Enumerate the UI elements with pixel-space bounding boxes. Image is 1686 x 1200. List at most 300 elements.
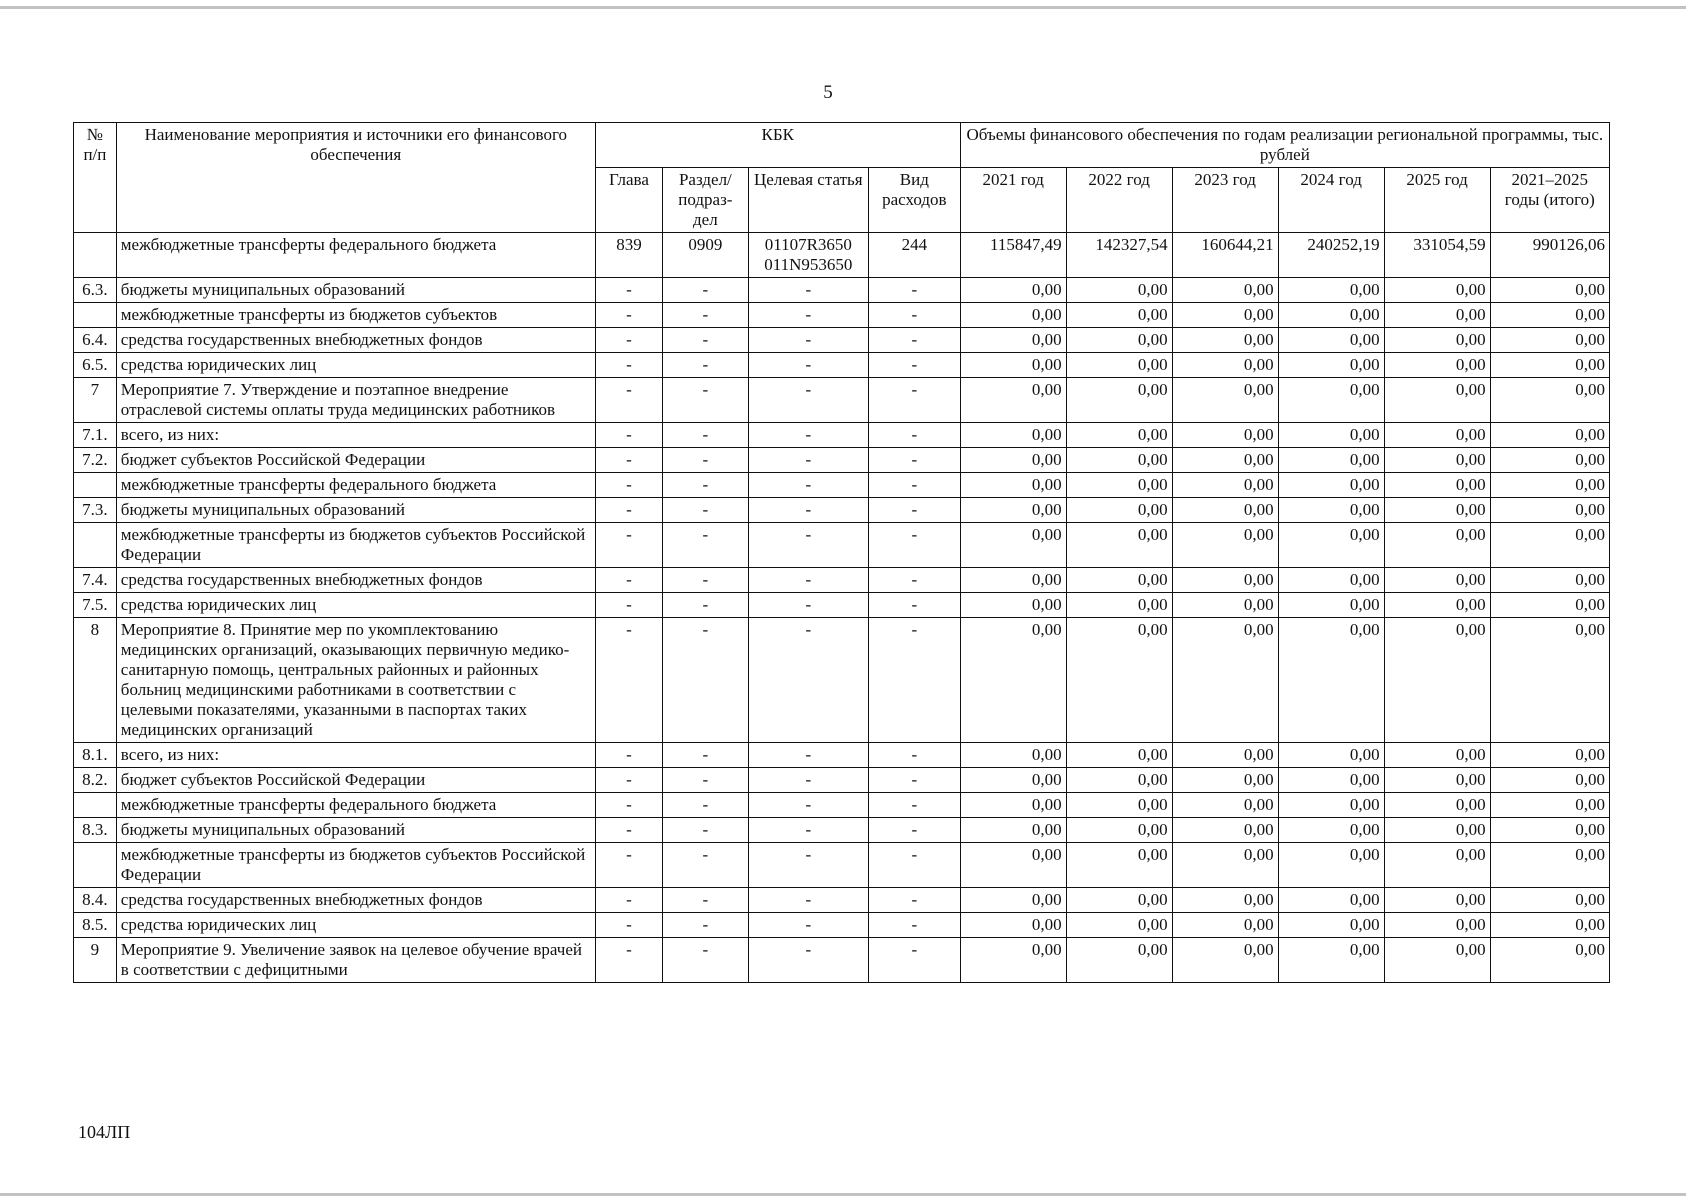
value-total: 0,00 — [1490, 353, 1609, 378]
kbk-glava: - — [595, 938, 662, 983]
table-row — [74, 278, 1610, 303]
value-2023: 0,00 — [1172, 278, 1278, 303]
value-2025: 331054,59 — [1384, 233, 1490, 278]
header-kbk-razdel: Раздел/ подраз- дел — [663, 168, 749, 233]
value-2023: 0,00 — [1172, 743, 1278, 768]
kbk-statya: - — [748, 328, 868, 353]
row-name: бюджеты муниципальных образований — [116, 278, 595, 303]
row-number: 7.4. — [74, 568, 117, 593]
value-total: 0,00 — [1490, 793, 1609, 818]
header-kbk-vid: Вид расходов — [868, 168, 960, 233]
table-row — [74, 378, 1610, 423]
value-2022: 142327,54 — [1066, 233, 1172, 278]
value-2021: 0,00 — [960, 353, 1066, 378]
value-2024: 0,00 — [1278, 448, 1384, 473]
value-2021: 0,00 — [960, 743, 1066, 768]
kbk-statya: - — [748, 818, 868, 843]
value-2023: 160644,21 — [1172, 233, 1278, 278]
value-2022: 0,00 — [1066, 618, 1172, 743]
value-total: 0,00 — [1490, 818, 1609, 843]
kbk-glava: - — [595, 303, 662, 328]
kbk-razdel: - — [663, 913, 749, 938]
kbk-vid: - — [868, 568, 960, 593]
kbk-statya: - — [748, 523, 868, 568]
value-2025: 0,00 — [1384, 378, 1490, 423]
table-row — [74, 818, 1610, 843]
value-2025: 0,00 — [1384, 353, 1490, 378]
value-2023: 0,00 — [1172, 913, 1278, 938]
scan-edge-top — [0, 6, 1686, 9]
value-2021: 0,00 — [960, 913, 1066, 938]
value-2025: 0,00 — [1384, 568, 1490, 593]
kbk-razdel: - — [663, 448, 749, 473]
value-2025: 0,00 — [1384, 473, 1490, 498]
table-row — [74, 913, 1610, 938]
value-2024: 0,00 — [1278, 473, 1384, 498]
value-2021: 115847,49 — [960, 233, 1066, 278]
kbk-vid: - — [868, 423, 960, 448]
row-name: межбюджетные трансферты федерального бюджета — [116, 473, 595, 498]
value-2025: 0,00 — [1384, 498, 1490, 523]
kbk-razdel: - — [663, 938, 749, 983]
header-volumes: Объемы финансового обеспечения по годам реализации региональной программы, тыс. рублей — [960, 123, 1609, 168]
row-name: межбюджетные трансферты федерального бюджета — [116, 233, 595, 278]
row-name: Мероприятие 7. Утверждение и поэтапное внедрение отраслевой системы оплаты труда медицинских работников — [116, 378, 595, 423]
value-total: 0,00 — [1490, 743, 1609, 768]
table-row — [74, 618, 1610, 743]
value-2023: 0,00 — [1172, 568, 1278, 593]
row-number: 6.5. — [74, 353, 117, 378]
value-2024: 0,00 — [1278, 818, 1384, 843]
value-2021: 0,00 — [960, 568, 1066, 593]
value-2025: 0,00 — [1384, 818, 1490, 843]
value-2021: 0,00 — [960, 523, 1066, 568]
value-2024: 0,00 — [1278, 353, 1384, 378]
row-number: 6.3. — [74, 278, 117, 303]
value-total: 0,00 — [1490, 938, 1609, 983]
row-name: средства государственных внебюджетных фондов — [116, 888, 595, 913]
value-total: 0,00 — [1490, 618, 1609, 743]
header-year-total: 2021–2025 годы (итого) — [1490, 168, 1609, 233]
value-2025: 0,00 — [1384, 938, 1490, 983]
row-number: 7 — [74, 378, 117, 423]
kbk-razdel: - — [663, 818, 749, 843]
row-number: 8.1. — [74, 743, 117, 768]
row-name: всего, из них: — [116, 423, 595, 448]
kbk-vid: - — [868, 523, 960, 568]
value-2021: 0,00 — [960, 938, 1066, 983]
value-total: 0,00 — [1490, 593, 1609, 618]
kbk-glava: - — [595, 913, 662, 938]
kbk-glava: - — [595, 523, 662, 568]
kbk-vid: - — [868, 328, 960, 353]
value-2022: 0,00 — [1066, 448, 1172, 473]
kbk-razdel: - — [663, 353, 749, 378]
kbk-statya: - — [748, 498, 868, 523]
row-name: средства государственных внебюджетных фондов — [116, 568, 595, 593]
value-2023: 0,00 — [1172, 818, 1278, 843]
header-kbk: КБК — [595, 123, 960, 168]
table-row — [74, 568, 1610, 593]
table-row — [74, 743, 1610, 768]
value-2024: 0,00 — [1278, 568, 1384, 593]
value-total: 0,00 — [1490, 278, 1609, 303]
value-2022: 0,00 — [1066, 278, 1172, 303]
value-total: 0,00 — [1490, 523, 1609, 568]
kbk-vid: - — [868, 303, 960, 328]
value-2025: 0,00 — [1384, 888, 1490, 913]
kbk-razdel: - — [663, 768, 749, 793]
kbk-razdel: - — [663, 303, 749, 328]
table-body — [74, 233, 1610, 983]
table-row — [74, 473, 1610, 498]
kbk-statya: - — [748, 568, 868, 593]
row-name: межбюджетные трансферты из бюджетов субъектов Российской Федерации — [116, 523, 595, 568]
value-2021: 0,00 — [960, 618, 1066, 743]
value-total: 0,00 — [1490, 768, 1609, 793]
row-name: всего, из них: — [116, 743, 595, 768]
row-name: бюджет субъектов Российской Федерации — [116, 448, 595, 473]
value-2023: 0,00 — [1172, 423, 1278, 448]
value-2025: 0,00 — [1384, 618, 1490, 743]
table-row — [74, 423, 1610, 448]
kbk-razdel: - — [663, 618, 749, 743]
row-number: 9 — [74, 938, 117, 983]
value-2022: 0,00 — [1066, 303, 1172, 328]
kbk-vid: - — [868, 593, 960, 618]
value-2023: 0,00 — [1172, 303, 1278, 328]
row-number: 7.1. — [74, 423, 117, 448]
value-total: 0,00 — [1490, 913, 1609, 938]
value-2025: 0,00 — [1384, 328, 1490, 353]
row-name: средства юридических лиц — [116, 913, 595, 938]
kbk-vid: - — [868, 843, 960, 888]
table-row — [74, 233, 1610, 278]
row-name: средства юридических лиц — [116, 353, 595, 378]
value-2024: 240252,19 — [1278, 233, 1384, 278]
kbk-vid: - — [868, 888, 960, 913]
value-2024: 0,00 — [1278, 278, 1384, 303]
value-2021: 0,00 — [960, 278, 1066, 303]
value-2025: 0,00 — [1384, 423, 1490, 448]
kbk-vid: - — [868, 938, 960, 983]
value-2022: 0,00 — [1066, 913, 1172, 938]
value-2022: 0,00 — [1066, 888, 1172, 913]
value-2022: 0,00 — [1066, 423, 1172, 448]
kbk-statya: - — [748, 793, 868, 818]
value-2024: 0,00 — [1278, 593, 1384, 618]
value-total: 0,00 — [1490, 498, 1609, 523]
kbk-glava: - — [595, 423, 662, 448]
value-2021: 0,00 — [960, 303, 1066, 328]
row-number: 8 — [74, 618, 117, 743]
page-number: 5 — [823, 82, 833, 103]
kbk-razdel: 0909 — [663, 233, 749, 278]
value-2022: 0,00 — [1066, 523, 1172, 568]
row-number: 7.2. — [74, 448, 117, 473]
header-year-2024: 2024 год — [1278, 168, 1384, 233]
kbk-statya: - — [748, 303, 868, 328]
value-2025: 0,00 — [1384, 843, 1490, 888]
value-2023: 0,00 — [1172, 938, 1278, 983]
kbk-razdel: - — [663, 328, 749, 353]
row-number: 8.4. — [74, 888, 117, 913]
kbk-vid: - — [868, 618, 960, 743]
value-2025: 0,00 — [1384, 793, 1490, 818]
kbk-statya: - — [748, 593, 868, 618]
value-2022: 0,00 — [1066, 328, 1172, 353]
kbk-statya: - — [748, 768, 868, 793]
row-name: средства государственных внебюджетных фондов — [116, 328, 595, 353]
value-2023: 0,00 — [1172, 793, 1278, 818]
row-number: 8.2. — [74, 768, 117, 793]
value-2022: 0,00 — [1066, 938, 1172, 983]
value-2023: 0,00 — [1172, 843, 1278, 888]
kbk-razdel: - — [663, 593, 749, 618]
header-year-2021: 2021 год — [960, 168, 1066, 233]
kbk-razdel: - — [663, 378, 749, 423]
kbk-glava: - — [595, 278, 662, 303]
kbk-vid: - — [868, 473, 960, 498]
kbk-vid: - — [868, 378, 960, 423]
value-2021: 0,00 — [960, 888, 1066, 913]
value-2025: 0,00 — [1384, 913, 1490, 938]
kbk-statya: - — [748, 473, 868, 498]
kbk-glava: - — [595, 793, 662, 818]
row-number — [74, 523, 117, 568]
value-2025: 0,00 — [1384, 303, 1490, 328]
header-year-2023: 2023 год — [1172, 168, 1278, 233]
value-2023: 0,00 — [1172, 328, 1278, 353]
row-name: межбюджетные трансферты из бюджетов субъектов Российской Федерации — [116, 843, 595, 888]
table-row — [74, 793, 1610, 818]
value-total: 0,00 — [1490, 473, 1609, 498]
budget-table — [73, 122, 1610, 983]
kbk-glava: - — [595, 618, 662, 743]
value-2024: 0,00 — [1278, 913, 1384, 938]
header-year-2025: 2025 год — [1384, 168, 1490, 233]
kbk-razdel: - — [663, 278, 749, 303]
value-2022: 0,00 — [1066, 768, 1172, 793]
value-2022: 0,00 — [1066, 378, 1172, 423]
row-number: 8.3. — [74, 818, 117, 843]
value-2023: 0,00 — [1172, 448, 1278, 473]
header-name: Наименование мероприятия и источники его финансового обеспечения — [116, 123, 595, 233]
value-2024: 0,00 — [1278, 378, 1384, 423]
value-2021: 0,00 — [960, 843, 1066, 888]
value-2022: 0,00 — [1066, 743, 1172, 768]
value-2021: 0,00 — [960, 473, 1066, 498]
header-kbk-glava: Глава — [595, 168, 662, 233]
kbk-vid: - — [868, 793, 960, 818]
row-number: 6.4. — [74, 328, 117, 353]
row-name: бюджеты муниципальных образований — [116, 498, 595, 523]
value-total: 0,00 — [1490, 378, 1609, 423]
table-row — [74, 303, 1610, 328]
kbk-glava: - — [595, 818, 662, 843]
kbk-statya: 01107R3650 011N953650 — [748, 233, 868, 278]
value-2024: 0,00 — [1278, 523, 1384, 568]
value-2024: 0,00 — [1278, 843, 1384, 888]
kbk-statya: - — [748, 913, 868, 938]
kbk-glava: - — [595, 473, 662, 498]
kbk-glava: - — [595, 353, 662, 378]
table-row — [74, 888, 1610, 913]
value-total: 0,00 — [1490, 888, 1609, 913]
row-number — [74, 233, 117, 278]
value-2024: 0,00 — [1278, 328, 1384, 353]
kbk-glava: - — [595, 768, 662, 793]
row-number: 7.3. — [74, 498, 117, 523]
kbk-razdel: - — [663, 743, 749, 768]
header-kbk-statya: Целевая статья — [748, 168, 868, 233]
kbk-glava: 839 — [595, 233, 662, 278]
value-2025: 0,00 — [1384, 278, 1490, 303]
kbk-glava: - — [595, 843, 662, 888]
value-2025: 0,00 — [1384, 593, 1490, 618]
table-row — [74, 448, 1610, 473]
value-2021: 0,00 — [960, 593, 1066, 618]
value-2024: 0,00 — [1278, 768, 1384, 793]
table-row — [74, 353, 1610, 378]
value-total: 0,00 — [1490, 568, 1609, 593]
row-name: Мероприятие 9. Увеличение заявок на целевое обучение врачей в соответствии с дефицитными — [116, 938, 595, 983]
kbk-statya: - — [748, 353, 868, 378]
kbk-glava: - — [595, 568, 662, 593]
value-2024: 0,00 — [1278, 743, 1384, 768]
kbk-glava: - — [595, 888, 662, 913]
row-name: межбюджетные трансферты федерального бюджета — [116, 793, 595, 818]
header-num: № п/п — [74, 123, 117, 233]
kbk-statya: - — [748, 448, 868, 473]
kbk-razdel: - — [663, 498, 749, 523]
value-2021: 0,00 — [960, 328, 1066, 353]
value-2024: 0,00 — [1278, 618, 1384, 743]
value-2023: 0,00 — [1172, 768, 1278, 793]
value-2021: 0,00 — [960, 768, 1066, 793]
value-2022: 0,00 — [1066, 843, 1172, 888]
kbk-razdel: - — [663, 793, 749, 818]
value-2022: 0,00 — [1066, 568, 1172, 593]
scan-edge-bottom — [0, 1193, 1686, 1196]
value-total: 990126,06 — [1490, 233, 1609, 278]
value-2025: 0,00 — [1384, 523, 1490, 568]
value-total: 0,00 — [1490, 843, 1609, 888]
kbk-glava: - — [595, 743, 662, 768]
row-name: Мероприятие 8. Принятие мер по укомплектованию медицинских организаций, оказывающих первичную медико-санитарную помощь, центральных районных и районных больниц медицинскими работниками в соответствии с целевыми показателями, указанными в паспортах таких медицинских организаций — [116, 618, 595, 743]
kbk-statya: - — [748, 843, 868, 888]
kbk-vid: - — [868, 498, 960, 523]
value-2025: 0,00 — [1384, 448, 1490, 473]
value-2023: 0,00 — [1172, 888, 1278, 913]
kbk-vid: - — [868, 448, 960, 473]
kbk-glava: - — [595, 593, 662, 618]
kbk-razdel: - — [663, 523, 749, 568]
table-row — [74, 498, 1610, 523]
kbk-statya: - — [748, 938, 868, 983]
value-2024: 0,00 — [1278, 888, 1384, 913]
kbk-glava: - — [595, 328, 662, 353]
kbk-razdel: - — [663, 473, 749, 498]
value-2023: 0,00 — [1172, 498, 1278, 523]
kbk-statya: - — [748, 888, 868, 913]
row-number: 7.5. — [74, 593, 117, 618]
kbk-statya: - — [748, 743, 868, 768]
kbk-razdel: - — [663, 568, 749, 593]
kbk-glava: - — [595, 498, 662, 523]
value-total: 0,00 — [1490, 448, 1609, 473]
table-row — [74, 523, 1610, 568]
value-2022: 0,00 — [1066, 353, 1172, 378]
value-2022: 0,00 — [1066, 473, 1172, 498]
kbk-statya: - — [748, 278, 868, 303]
value-2025: 0,00 — [1384, 743, 1490, 768]
value-2021: 0,00 — [960, 818, 1066, 843]
kbk-vid: - — [868, 768, 960, 793]
row-name: межбюджетные трансферты из бюджетов субъектов — [116, 303, 595, 328]
kbk-statya: - — [748, 423, 868, 448]
value-2022: 0,00 — [1066, 818, 1172, 843]
value-2021: 0,00 — [960, 793, 1066, 818]
value-2023: 0,00 — [1172, 618, 1278, 743]
value-total: 0,00 — [1490, 303, 1609, 328]
value-total: 0,00 — [1490, 423, 1609, 448]
kbk-statya: - — [748, 378, 868, 423]
row-name: средства юридических лиц — [116, 593, 595, 618]
value-2025: 0,00 — [1384, 768, 1490, 793]
table-row — [74, 328, 1610, 353]
value-2023: 0,00 — [1172, 523, 1278, 568]
kbk-vid: - — [868, 743, 960, 768]
kbk-razdel: - — [663, 423, 749, 448]
row-number: 8.5. — [74, 913, 117, 938]
kbk-glava: - — [595, 378, 662, 423]
value-2022: 0,00 — [1066, 793, 1172, 818]
kbk-vid: - — [868, 353, 960, 378]
kbk-statya: - — [748, 618, 868, 743]
row-name: бюджет субъектов Российской Федерации — [116, 768, 595, 793]
row-number — [74, 473, 117, 498]
header-year-2022: 2022 год — [1066, 168, 1172, 233]
kbk-vid: - — [868, 818, 960, 843]
value-2024: 0,00 — [1278, 303, 1384, 328]
header-row-1 — [74, 123, 1610, 168]
value-2024: 0,00 — [1278, 498, 1384, 523]
value-2021: 0,00 — [960, 423, 1066, 448]
value-2021: 0,00 — [960, 378, 1066, 423]
kbk-glava: - — [595, 448, 662, 473]
row-name: бюджеты муниципальных образований — [116, 818, 595, 843]
footer-code: 104ЛП — [78, 1122, 131, 1142]
table-row — [74, 938, 1610, 983]
table-row — [74, 768, 1610, 793]
value-2024: 0,00 — [1278, 938, 1384, 983]
value-2022: 0,00 — [1066, 498, 1172, 523]
kbk-vid: - — [868, 913, 960, 938]
kbk-razdel: - — [663, 843, 749, 888]
table-row — [74, 843, 1610, 888]
kbk-razdel: - — [663, 888, 749, 913]
row-number — [74, 303, 117, 328]
value-2021: 0,00 — [960, 448, 1066, 473]
kbk-vid: 244 — [868, 233, 960, 278]
row-number — [74, 843, 117, 888]
value-2023: 0,00 — [1172, 473, 1278, 498]
value-2022: 0,00 — [1066, 593, 1172, 618]
value-2021: 0,00 — [960, 498, 1066, 523]
row-number — [74, 793, 117, 818]
value-2023: 0,00 — [1172, 593, 1278, 618]
